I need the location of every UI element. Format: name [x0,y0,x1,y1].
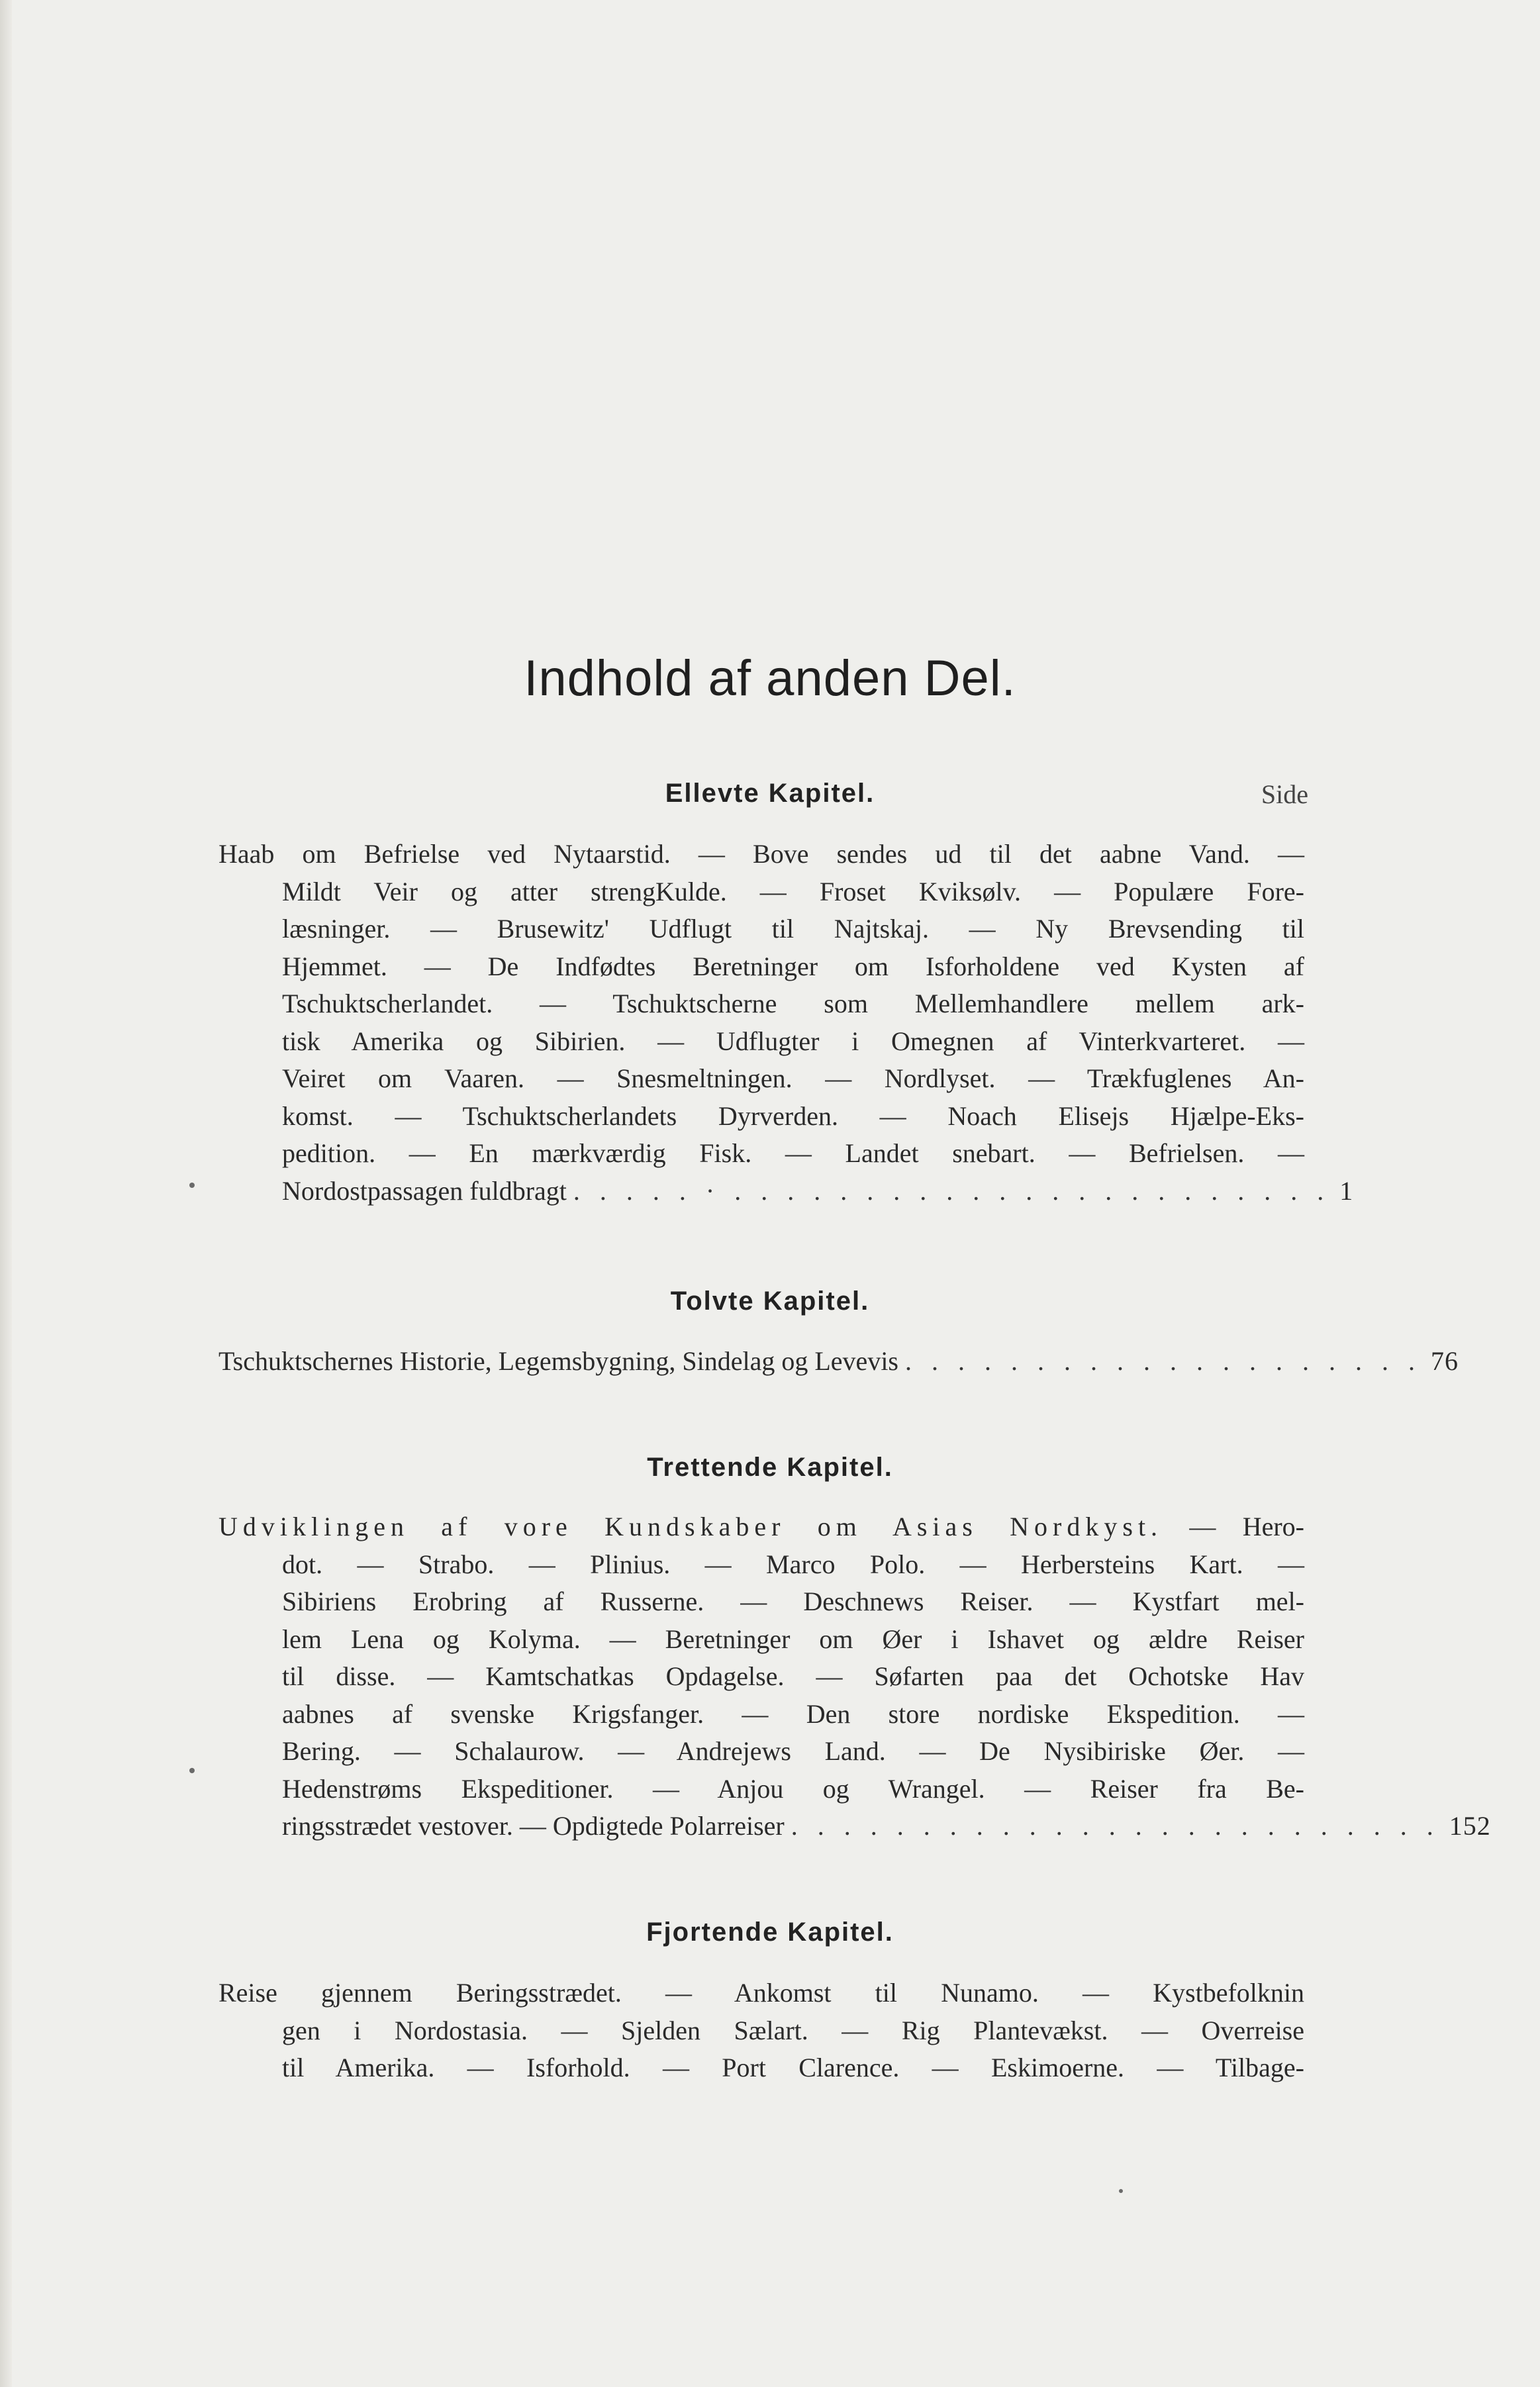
entry-last-line [218,1808,1491,1845]
entry-line-text: Tschuktschernes Historie, Legemsbygning, Sindelag og Levevis [218,1346,898,1376]
page-number: 152 [1449,1811,1491,1841]
chapter-entry-tolvte [218,1343,1459,1381]
entry-line: Reise gjennem Beringsstrædet. — Ankomst til Nunamo. — Kystbefolknin [218,1978,1304,2008]
entry-line: dot. — Strabo. — Plinius. — Marco Polo. — Herbersteins Kart. — [282,1549,1304,1579]
chapter-entry-fjortende [218,1974,1304,2087]
chapter-entry-trettende [218,1508,1491,1845]
leader-dots: . . . . . . . . . . . . . . . . . . . . . . . . . [791,1811,1440,1841]
entry-line: læsninger. — Brusewitz' Udflugt til Najtskaj. — Ny Brevsending til [282,914,1304,944]
print-speck [189,1768,195,1773]
page-number: 1 [1339,1175,1354,1206]
side-column-label: Side [1261,779,1308,809]
entry-line [218,1508,1304,1546]
entry-line: Veiret om Vaaren. — Snesmeltningen. — Nordlyset. — Trækfuglenes An- [282,1063,1304,1093]
entry-line: Hedenstrøms Ekspeditioner. — Anjou og Wrangel. — Reiser fra Be- [282,1773,1304,1804]
entry-line: aabnes af svenske Krigsfanger. — Den store nordiske Ekspedition. — [282,1698,1304,1729]
entry-line: lem Lena og Kolyma. — Beretninger om Øer i Ishavet og ældre Reiser [282,1624,1304,1654]
entry-line-text: ringsstrædet vestover. — Opdigtede Polarreiser [282,1811,785,1841]
entry-line: Haab om Befrielse ved Nytaarstid. — Bove sendes ud til det aabne Vand. — [218,839,1304,869]
print-speck [1119,2189,1123,2193]
spaced-text: Udviklingen af vore Kundskaber om Asias Nordkyst. [218,1512,1163,1541]
entry-last-line [218,1343,1459,1381]
chapter-heading-ellevte: Ellevte Kapitel. [665,779,875,808]
page-title: Indhold af anden Del. [524,650,1016,706]
page-number: 76 [1431,1346,1459,1376]
page-edge [0,0,12,2387]
entry-line: tisk Amerika og Sibirien. — Udflugter i Omegnen af Vinterkvarteret. — [282,1026,1304,1056]
entry-line: komst. — Tschuktscherlandets Dyrverden. — Noach Elisejs Hjælpe-Eks- [282,1100,1304,1131]
entry-line-text: — Hero- [1189,1512,1304,1541]
entry-line: pedition. — En mærkværdig Fisk. — Landet snebart. — Befrielsen. — [282,1138,1304,1168]
entry-line: til disse. — Kamtschatkas Opdagelse. — Søfarten paa det Ochotske Hav [282,1661,1304,1691]
entry-line: Hjemmet. — De Indfødtes Beretninger om Isforholdene ved Kysten af [282,951,1304,981]
print-speck [189,1183,195,1188]
chapter-heading-fjortende: Fjortende Kapitel. [646,1918,894,1947]
entry-line: Tschuktscherlandet. — Tschuktscherne som Mellemhandlere mellem ark- [282,989,1304,1018]
entry-line: Bering. — Schalaurow. — Andrejews Land. — De Nysibiriske Øer. — [282,1736,1304,1766]
entry-line-text: Nordostpassagen fuldbragt [282,1175,567,1206]
entry-line: Sibiriens Erobring af Russerne. — Deschnews Reiser. — Kystfart mel- [282,1586,1304,1616]
entry-line: Mildt Veir og atter strengKulde. — Froset Kviksølv. — Populære Fore- [282,876,1304,906]
chapter-entry-ellevte [218,836,1354,1210]
chapter-heading-trettende: Trettende Kapitel. [647,1453,893,1482]
leader-dots: . . . . . · . . . . . . . . . . . . . . . . . . . . . . . [573,1175,1331,1206]
entry-line: til Amerika. — Isforhold. — Port Clarence. — Eskimoerne. — Tilbage- [282,2053,1304,2082]
chapter-heading-tolvte: Tolvte Kapitel. [670,1287,870,1316]
leader-dots: . . . . . . . . . . . . . . . . . . . . [905,1346,1421,1376]
entry-line: gen i Nordostasia. — Sjelden Sælart. — Rig Plantevækst. — Overreise [282,2015,1304,2045]
entry-last-line [218,1173,1354,1210]
